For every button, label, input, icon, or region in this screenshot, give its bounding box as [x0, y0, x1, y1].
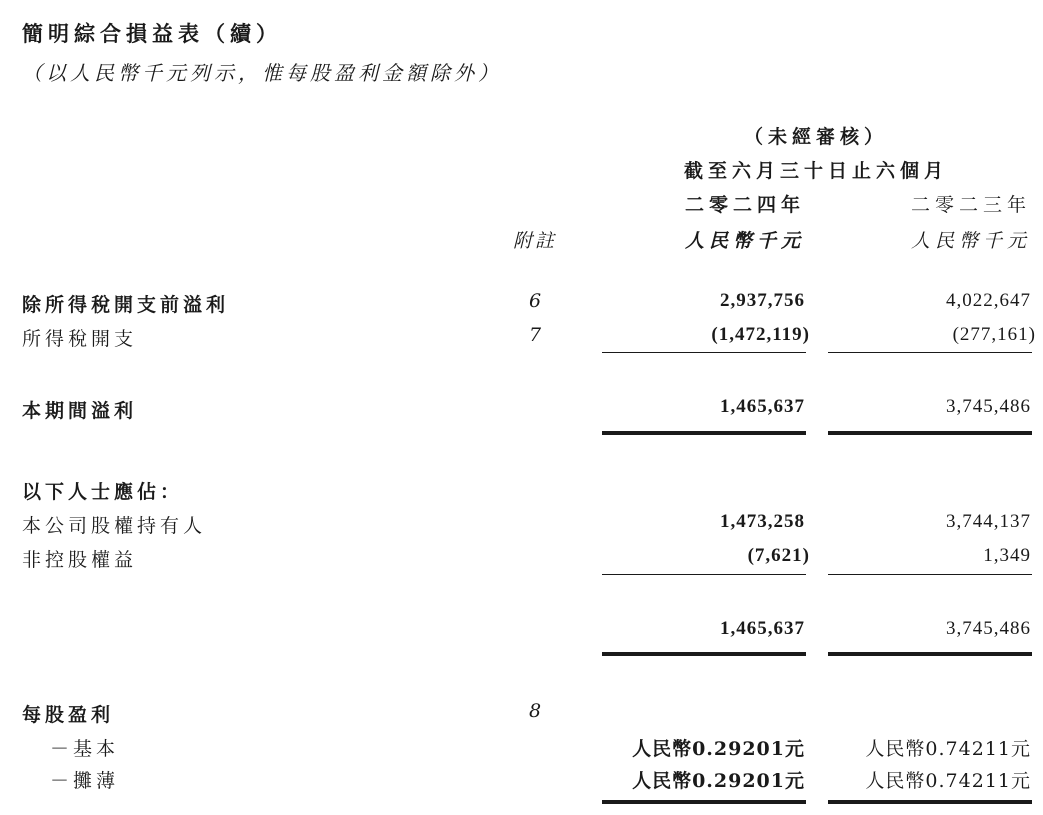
- attributable-total-2023: 3,745,486: [946, 618, 1031, 639]
- eps-rule-2024: [602, 800, 806, 804]
- eps-note: 8: [528, 700, 542, 722]
- eps-diluted-2023: 人民幣0.74211元: [865, 770, 1031, 792]
- owners-2024: 1,473,258: [720, 511, 805, 532]
- eps-diluted-2024: 人民幣0.29201元: [632, 770, 805, 792]
- eps-basic-label: －基本: [50, 738, 120, 760]
- nci-2023: 1,349: [983, 545, 1031, 566]
- eps-basic-2023: 人民幣0.74211元: [865, 738, 1031, 760]
- income-tax-label: 所得稅開支: [22, 328, 138, 350]
- total-rule-2023: [828, 431, 1032, 435]
- attributable-label: 以下人士應佔：: [22, 481, 184, 503]
- profit-period-2023: 3,745,486: [946, 396, 1031, 417]
- attributable-total-rule-2023: [828, 652, 1032, 656]
- nci-label: 非控股權益: [22, 549, 138, 571]
- currency-2023-header: 人民幣千元: [910, 230, 1031, 252]
- subtotal-rule-2024: [602, 352, 806, 353]
- subtotal-rule-2023: [828, 352, 1032, 353]
- unaudited-header: （未經審核）: [743, 126, 888, 148]
- eps-diluted-label: －攤薄: [50, 770, 120, 792]
- total-rule-2024: [602, 431, 806, 435]
- year-2024-header: 二零二四年: [684, 194, 805, 216]
- currency-2024-header: 人民幣千元: [684, 230, 805, 252]
- page-title: 簡明綜合損益表（續）: [22, 22, 282, 46]
- eps-rule-2023: [828, 800, 1032, 804]
- owners-label: 本公司股權持有人: [22, 515, 207, 537]
- profit-period-label: 本期間溢利: [22, 400, 138, 422]
- owners-2023: 3,744,137: [946, 511, 1031, 532]
- profit-before-tax-2023: 4,022,647: [946, 290, 1031, 311]
- income-tax-note: 7: [528, 324, 542, 346]
- note-header: 附註: [512, 230, 557, 252]
- profit-before-tax-2024: 2,937,756: [720, 290, 805, 311]
- income-tax-2023: (277,161): [952, 324, 1036, 345]
- year-2023-header: 二零二三年: [910, 194, 1031, 216]
- income-tax-2024: (1,472,119): [711, 324, 810, 345]
- profit-before-tax-label: 除所得稅開支前溢利: [22, 294, 230, 316]
- attributable-rule-2024: [602, 574, 806, 575]
- profit-period-2024: 1,465,637: [720, 396, 805, 417]
- attributable-total-2024: 1,465,637: [720, 618, 805, 639]
- attributable-total-rule-2024: [602, 652, 806, 656]
- profit-before-tax-note: 6: [528, 290, 542, 312]
- eps-label: 每股盈利: [22, 704, 115, 726]
- page-subtitle: （以人民幣千元列示，惟每股盈利金額除外）: [22, 61, 502, 85]
- attributable-rule-2023: [828, 574, 1032, 575]
- nci-2024: (7,621): [747, 545, 810, 566]
- period-header: 截至六月三十日止六個月: [683, 160, 948, 182]
- eps-basic-2024: 人民幣0.29201元: [632, 738, 805, 760]
